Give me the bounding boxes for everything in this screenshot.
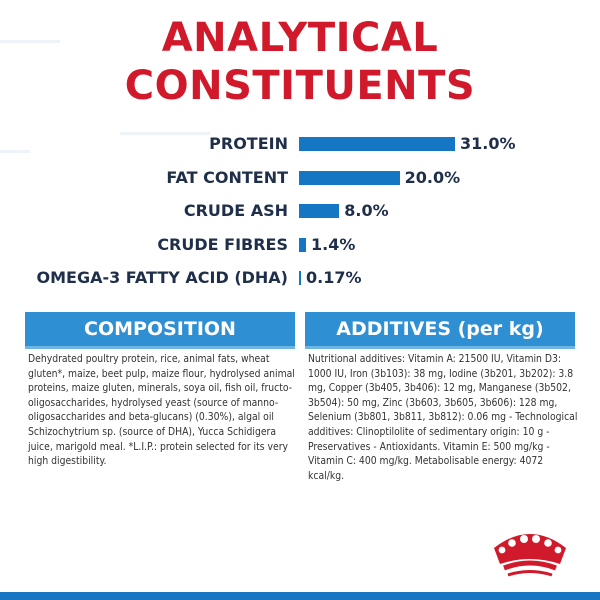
faint-decoration xyxy=(0,40,60,43)
royal-canin-crown-icon xyxy=(488,524,572,580)
constituent-value: 0.17% xyxy=(306,268,362,287)
constituent-bar xyxy=(299,238,306,252)
constituent-row xyxy=(0,162,600,194)
composition-text: Dehydrated poultry protein, rice, animal fats, wheat gluten*, maize, beet pulp, maize flour, hydrolysed animal proteins, maize gluten, minerals, soya oil, fish oil, fructo-oligosaccharides, hydrolysed yeast (source of manno-oligosaccharides and beta-glucans) (0.30%), algal oil Schizochytrium sp. (source of DHA), Yucca Schidigera juice, marigold meal. *L.I.P.: protein selected for its very high digestibility. xyxy=(28,353,295,468)
constituent-bar xyxy=(299,271,301,285)
constituent-value: 1.4% xyxy=(311,234,356,254)
additives-text: Nutritional additives: Vitamin A: 21500 IU, Vitamin D3: 1000 IU, Iron (3b103): 38 mg, Iodine (3b201, 3b202): 3.8 mg, Copper (3b405, 3b406): 12 mg, Manganese (3b502, 3b504): 50 mg, Zinc (3b603, 3b605, 3b606): 128 mg, Selenium (3b801, 3b811, 3b812): 0.06 mg - Technological additives: Clinoptilolite of sedimentary origin: 10 g - Preservatives - Antioxidants. Vitamin E: 500 mg/kg - Vitamin C: 400 mg/kg. Metabolisable energy: 4072 kcal/kg. xyxy=(308,353,578,482)
constituent-label: OMEGA-3 FATTY ACID (DHA) xyxy=(36,268,288,287)
title-line-2: CONSTITUENTS xyxy=(124,63,476,109)
title-line-1: ANALYTICAL xyxy=(161,15,439,61)
constituent-value: 31.0% xyxy=(460,134,516,153)
additives-header: ADDITIVES (per kg) xyxy=(305,312,575,349)
constituent-label: PROTEIN xyxy=(209,134,288,153)
bottom-band xyxy=(0,592,600,600)
constituent-bar xyxy=(299,204,339,218)
constituent-label: FAT CONTENT xyxy=(166,167,288,187)
constituent-bar xyxy=(299,171,400,185)
constituent-label: CRUDE FIBRES xyxy=(157,234,288,254)
constituent-value: 20.0% xyxy=(404,167,461,187)
constituent-row xyxy=(0,229,600,261)
constituent-row xyxy=(0,195,600,227)
constituent-label: CRUDE ASH xyxy=(183,201,288,220)
constituent-row xyxy=(0,262,600,294)
constituent-value: 8.0% xyxy=(344,201,389,220)
constituent-row xyxy=(0,128,600,160)
composition-header: COMPOSITION xyxy=(25,312,295,349)
constituent-bar xyxy=(299,137,455,151)
